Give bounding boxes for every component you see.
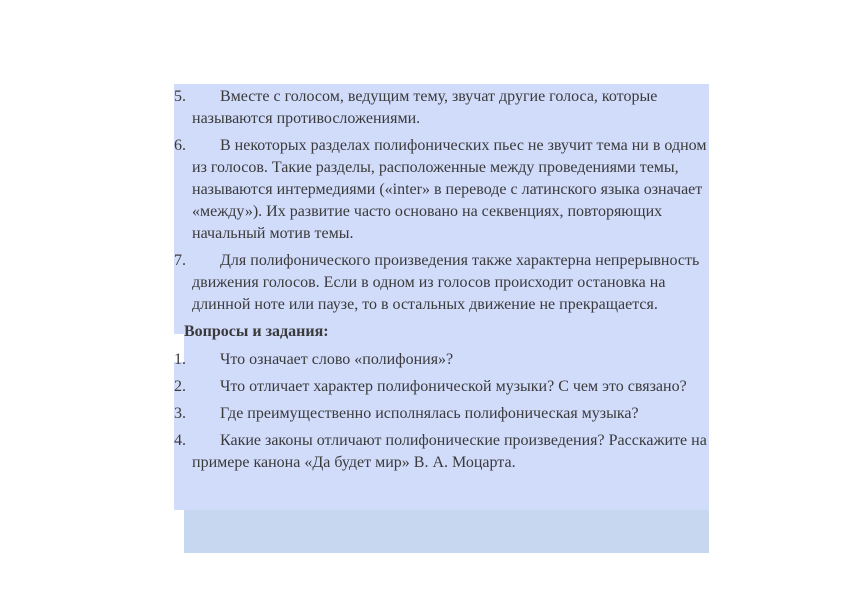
question-item: [174, 430, 714, 474]
item-text: В некоторых разделах полифонических пьес не звучит тема ни в одном из голосов. Такие разделы, расположенные между проведениями темы, называются интермедиями («inter» в переводе с латинского языка означает «между»). Их развитие часто основано на секвенциях, повторяющих начальный мотив темы.: [192, 137, 707, 242]
question-number: 1.: [174, 351, 186, 368]
question-text: Что отличает характер полифонической музыки? С чем это связано?: [220, 378, 687, 395]
question-text: Что означает слово «полифония»?: [220, 351, 454, 368]
lower-box-background: [184, 510, 709, 553]
item-text: Вместе с голосом, ведущим тему, звучат другие голоса, которые называются противосложениями.: [192, 88, 658, 127]
question-number: 3.: [174, 405, 186, 422]
question-item: [174, 403, 714, 425]
question-text: Где преимущественно исполнялась полифоническая музыка?: [220, 405, 639, 422]
question-number: 4.: [174, 432, 186, 449]
question-number: 2.: [174, 378, 186, 395]
list-item: [174, 135, 714, 245]
question-item: [174, 376, 714, 398]
questions-heading: Вопросы и задания:: [184, 323, 329, 340]
question-item: [174, 349, 714, 371]
item-text: Для полифонического произведения также характерна непрерывность движения голосов. Если в одном из голосов происходит остановка на длинной ноте или паузе, то в остальных движение не прекращается.: [192, 252, 700, 313]
item-number: 6.: [174, 137, 186, 154]
document-content: [174, 86, 714, 479]
question-text: Какие законы отличают полифонические произведения? Расскажите на примере канона «Да будет мир» В. А. Моцарта.: [192, 432, 707, 471]
item-number: 7.: [174, 252, 186, 269]
list-item: [174, 86, 714, 130]
list-item: [174, 250, 714, 316]
item-number: 5.: [174, 88, 186, 105]
